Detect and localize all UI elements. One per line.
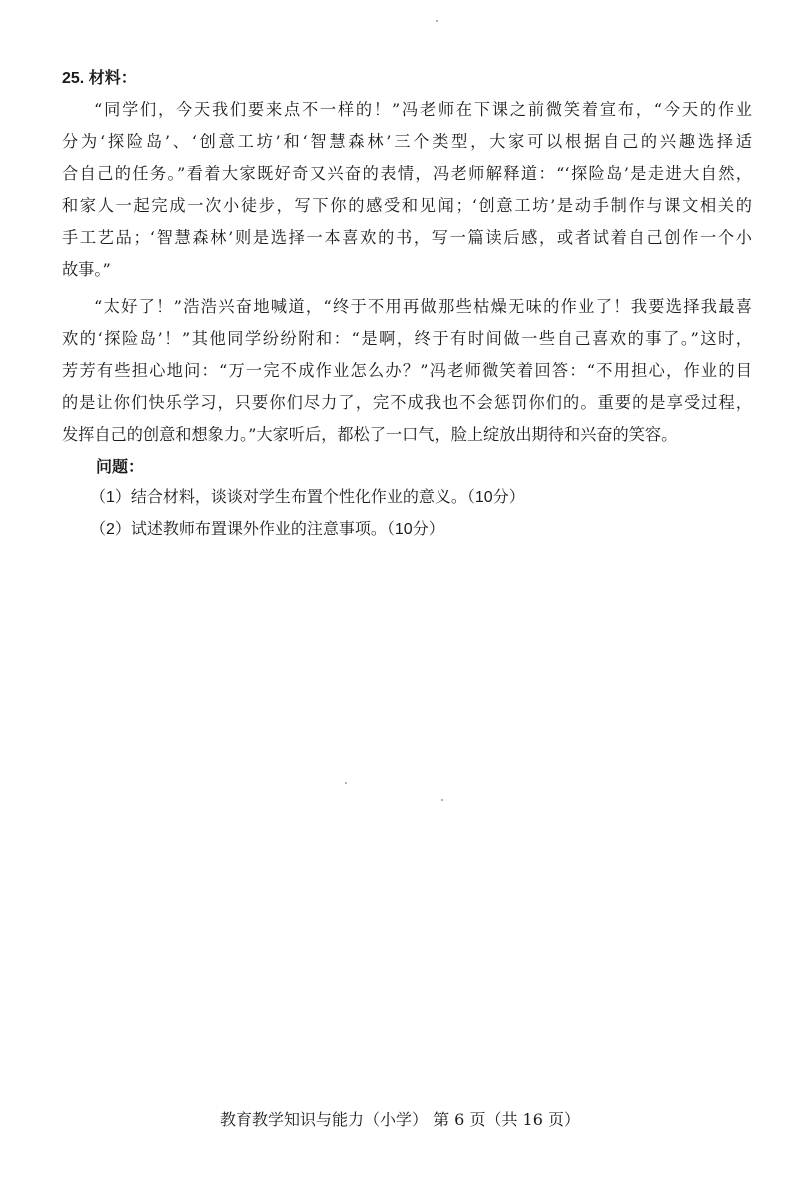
scan-speck (441, 799, 443, 801)
material-line: “同学们，今天我们要来点不一样的！”冯老师在下课之前微笑着宣布，“今天的作业 (94, 100, 752, 119)
problem-item: （2）试述教师布置课外作业的注意事项。（10分） (90, 521, 445, 538)
material-line: 欢的‘探险岛’！”其他同学纷纷附和：“是啊，终于有时间做一些自己喜欢的事了。”这时， (62, 329, 752, 348)
material-line: 故事。” (62, 260, 111, 279)
material-line: 的是让你们快乐学习，只要你们尽力了，完不成我也不会惩罚你们的。重要的是享受过程， (62, 393, 752, 412)
problem-item: （1）结合材料，谈谈对学生布置个性化作业的意义。（10分） (90, 489, 525, 506)
page-footer: 教育教学知识与能力（小学） 第 6 页（共 16 页） (220, 1110, 580, 1129)
scan-speck (345, 782, 347, 784)
material-line: 发挥自己的创意和想象力。”大家听后，都松了一口气，脸上绽放出期待和兴奋的笑容。 (62, 425, 678, 444)
question-heading: 25. 材料： (62, 70, 137, 87)
problems-heading: 问题： (96, 459, 145, 476)
material-line: 合自己的任务。”看着大家既好奇又兴奋的表情，冯老师解释道：“‘探险岛’是走进大自然， (62, 164, 752, 183)
material-line: 手工艺品；‘智慧森林’则是选择一本喜欢的书，写一篇读后感，或者试着自己创作一个小 (62, 228, 752, 247)
material-line: “太好了！”浩浩兴奋地喊道，“终于不用再做那些枯燥无味的作业了！我要选择我最喜 (94, 297, 752, 316)
scan-speck (436, 20, 438, 22)
material-line: 芳芳有些担心地问：“万一完不成作业怎么办？”冯老师微笑着回答：“不用担心，作业的目 (62, 361, 752, 380)
material-line: 和家人一起完成一次小徒步，写下你的感受和见闻；‘创意工坊’是动手制作与课文相关的 (62, 196, 752, 215)
material-line: 分为‘探险岛’、‘创意工坊’和‘智慧森林’三个类型，大家可以根据自己的兴趣选择适 (62, 132, 752, 151)
